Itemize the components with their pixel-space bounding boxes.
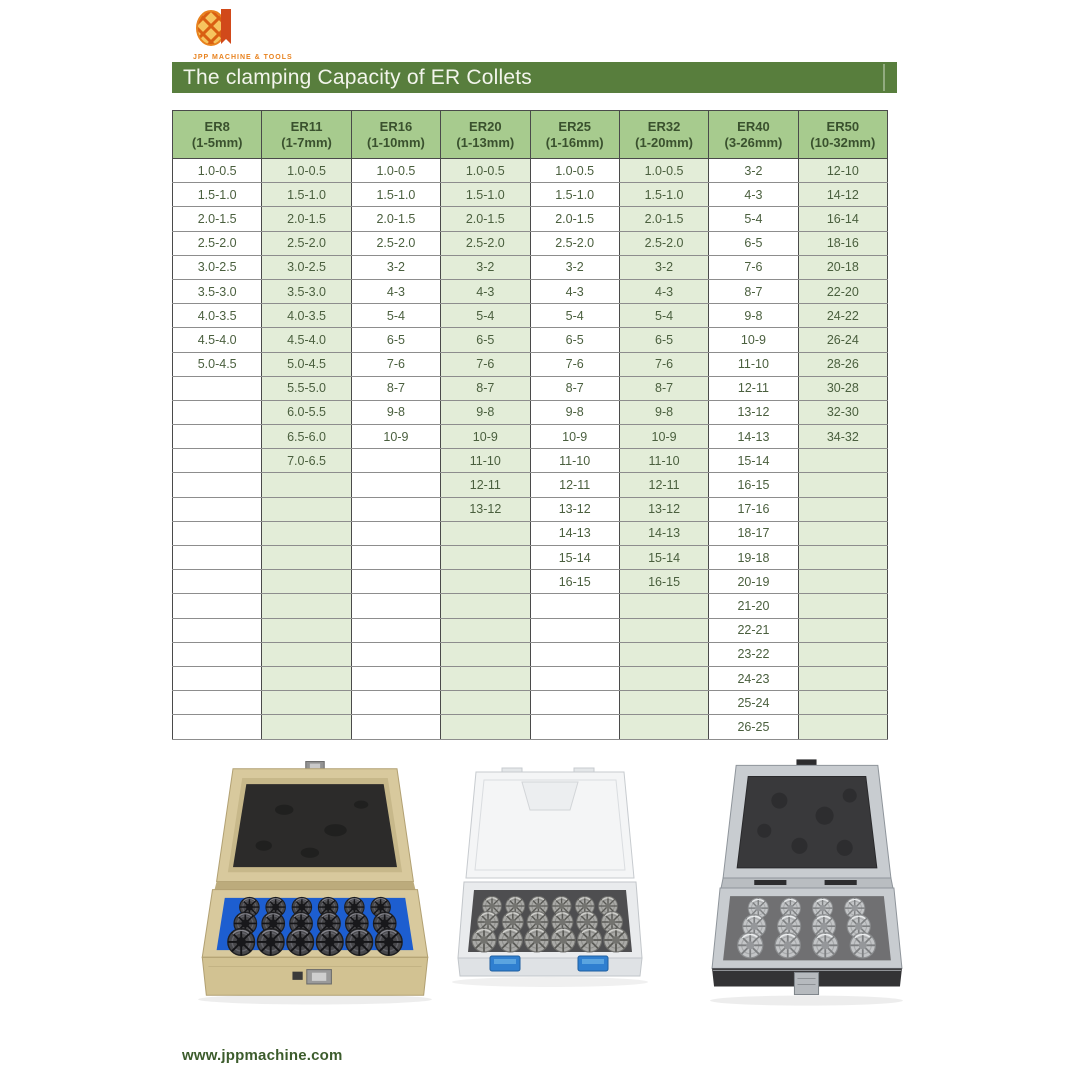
table-cell: 4-3: [619, 279, 708, 303]
table-cell: [262, 666, 351, 690]
table-cell: 3.5-3.0: [262, 279, 351, 303]
table-cell: [173, 400, 262, 424]
table-cell: 9-8: [351, 400, 440, 424]
table-cell: [441, 642, 530, 666]
column-header-er16: ER16 (1-10mm): [351, 111, 440, 159]
table-row: [173, 449, 888, 473]
table-cell: [173, 691, 262, 715]
table-cell: [619, 618, 708, 642]
table-cell: [441, 546, 530, 570]
table-cell: 4-3: [351, 279, 440, 303]
table-row: [173, 255, 888, 279]
table-cell: 4.0-3.5: [173, 304, 262, 328]
table-cell: 1.5-1.0: [351, 183, 440, 207]
table-cell: 9-8: [441, 400, 530, 424]
table-cell: [262, 594, 351, 618]
table-cell: 16-15: [709, 473, 798, 497]
table-row: [173, 159, 888, 183]
table-cell: 13-12: [709, 400, 798, 424]
table-cell: [798, 691, 887, 715]
collet-icon: [813, 933, 838, 958]
brand-logo-icon: [193, 8, 239, 48]
table-cell: 14-12: [798, 183, 887, 207]
table-cell: 2.0-1.5: [173, 207, 262, 231]
table-row: [173, 279, 888, 303]
table-cell: 5.0-4.5: [262, 352, 351, 376]
page-title-bar: [172, 62, 897, 93]
table-cell: [530, 594, 619, 618]
table-cell: 7.0-6.5: [262, 449, 351, 473]
table-cell: 15-14: [709, 449, 798, 473]
table-cell: 18-16: [798, 231, 887, 255]
table-cell: [173, 449, 262, 473]
table-cell: 1.5-1.0: [173, 183, 262, 207]
table-cell: 25-24: [709, 691, 798, 715]
collet-icon: [346, 929, 373, 956]
clamping-capacity-table: [172, 110, 888, 740]
table-cell: 1.0-0.5: [351, 159, 440, 183]
table-cell: [530, 666, 619, 690]
table-cell: 5-4: [530, 304, 619, 328]
table-cell: [798, 715, 887, 739]
table-cell: 1.0-0.5: [441, 159, 530, 183]
table-cell: 4-3: [709, 183, 798, 207]
table-cell: 7-6: [530, 352, 619, 376]
table-cell: [173, 715, 262, 739]
collet-icon: [850, 933, 875, 958]
front-latch: [794, 972, 818, 994]
collet-icon: [228, 929, 255, 956]
table-cell: 5-4: [441, 304, 530, 328]
table-cell: 13-12: [619, 497, 708, 521]
table-cell: 4-3: [441, 279, 530, 303]
table-cell: [530, 715, 619, 739]
table-cell: 7-6: [709, 255, 798, 279]
table-cell: 5-4: [619, 304, 708, 328]
table-cell: [351, 570, 440, 594]
table-cell: 2.5-2.0: [619, 231, 708, 255]
table-cell: 3-2: [351, 255, 440, 279]
collet-icon: [738, 933, 763, 958]
table-cell: 28-26: [798, 352, 887, 376]
column-header-er40: ER40 (3-26mm): [709, 111, 798, 159]
title-bar-notch: [883, 64, 885, 91]
table-row: [173, 376, 888, 400]
table-cell: [441, 666, 530, 690]
table-cell: [798, 618, 887, 642]
table-cell: 10-9: [351, 425, 440, 449]
collet-icon: [578, 928, 602, 952]
collet-icon: [287, 929, 314, 956]
table-cell: 12-11: [619, 473, 708, 497]
table-cell: 3-2: [441, 255, 530, 279]
table-cell: 26-24: [798, 328, 887, 352]
table-cell: 14-13: [709, 425, 798, 449]
column-header-er11: ER11 (1-7mm): [262, 111, 351, 159]
table-row: [173, 715, 888, 739]
table-cell: 26-25: [709, 715, 798, 739]
table-cell: 4-3: [530, 279, 619, 303]
table-cell: [798, 594, 887, 618]
brand-logo: [193, 8, 303, 61]
table-cell: [351, 473, 440, 497]
table-cell: [351, 691, 440, 715]
collet-icon: [375, 929, 402, 956]
table-cell: 1.5-1.0: [262, 183, 351, 207]
collet-icon: [498, 928, 522, 952]
table-cell: 4.0-3.5: [262, 304, 351, 328]
table-cell: 2.5-2.0: [173, 231, 262, 255]
table-cell: 12-11: [709, 376, 798, 400]
table-cell: [619, 642, 708, 666]
table-cell: 12-11: [530, 473, 619, 497]
table-cell: [351, 642, 440, 666]
table-cell: 8-7: [709, 279, 798, 303]
table-cell: 20-18: [798, 255, 887, 279]
table-cell: 1.0-0.5: [262, 159, 351, 183]
table-body: [173, 159, 888, 740]
collet-icon: [472, 928, 496, 952]
collet-icon: [525, 928, 549, 952]
table-cell: 5-4: [351, 304, 440, 328]
table-row: [173, 183, 888, 207]
table-row: [173, 570, 888, 594]
table-cell: 1.0-0.5: [619, 159, 708, 183]
collet-icon: [775, 933, 800, 958]
blue-latch: [578, 956, 608, 971]
table-cell: 6-5: [351, 328, 440, 352]
table-cell: 6-5: [709, 231, 798, 255]
table-cell: [798, 449, 887, 473]
front-latch-plate: [312, 973, 326, 981]
table-cell: 13-12: [530, 497, 619, 521]
table-cell: 1.0-0.5: [530, 159, 619, 183]
table-cell: 8-7: [441, 376, 530, 400]
table-cell: [262, 546, 351, 570]
table-row: [173, 425, 888, 449]
table-cell: 10-9: [709, 328, 798, 352]
table-cell: 22-20: [798, 279, 887, 303]
website-link[interactable]: www.jppmachine.com: [182, 1047, 343, 1064]
table-cell: [262, 473, 351, 497]
table-cell: 2.5-2.0: [262, 231, 351, 255]
table-cell: [798, 546, 887, 570]
plastic-case-collet-set-photo: [446, 766, 656, 1006]
table-row: [173, 618, 888, 642]
table-cell: [619, 715, 708, 739]
table-cell: [262, 642, 351, 666]
table-cell: [619, 594, 708, 618]
table-cell: 5-4: [709, 207, 798, 231]
table-row: [173, 666, 888, 690]
table-cell: [798, 473, 887, 497]
table-cell: 8-7: [530, 376, 619, 400]
table-cell: 18-17: [709, 521, 798, 545]
table-cell: 15-14: [619, 546, 708, 570]
table-cell: 34-32: [798, 425, 887, 449]
table-cell: [351, 666, 440, 690]
table-cell: [441, 691, 530, 715]
table-cell: 11-10: [441, 449, 530, 473]
table-cell: 2.5-2.0: [351, 231, 440, 255]
table-cell: [441, 521, 530, 545]
table-cell: 2.5-2.0: [441, 231, 530, 255]
table-cell: [441, 715, 530, 739]
table-cell: [173, 521, 262, 545]
table-cell: 11-10: [530, 449, 619, 473]
table-cell: 16-15: [619, 570, 708, 594]
table-cell: 2.0-1.5: [441, 207, 530, 231]
table-cell: 4.5-4.0: [173, 328, 262, 352]
table-cell: 3.0-2.5: [262, 255, 351, 279]
page-title: The clamping Capacity of ER Collets: [183, 66, 532, 89]
table-cell: 1.5-1.0: [441, 183, 530, 207]
table-cell: [262, 497, 351, 521]
case-front-band: [458, 958, 642, 976]
table-cell: [173, 618, 262, 642]
table-cell: 2.0-1.5: [262, 207, 351, 231]
table-cell: 8-7: [351, 376, 440, 400]
table-cell: 10-9: [441, 425, 530, 449]
hinge-strip: [215, 881, 416, 889]
table-cell: 14-13: [530, 521, 619, 545]
table-cell: [173, 546, 262, 570]
table-row: [173, 546, 888, 570]
table-cell: [798, 666, 887, 690]
table-cell: [173, 570, 262, 594]
table-row: [173, 521, 888, 545]
table-cell: 6-5: [441, 328, 530, 352]
table-cell: 10-9: [619, 425, 708, 449]
table-cell: 21-20: [709, 594, 798, 618]
table-row: [173, 497, 888, 521]
brand-logo-text: JPP MACHINE & TOOLS: [193, 54, 293, 61]
table-cell: 16-14: [798, 207, 887, 231]
table-cell: [173, 473, 262, 497]
table-cell: 23-22: [709, 642, 798, 666]
collet-icon: [316, 929, 343, 956]
table-cell: 4.5-4.0: [262, 328, 351, 352]
table-cell: [351, 521, 440, 545]
table-cell: [173, 666, 262, 690]
table-cell: [441, 618, 530, 642]
table-cell: [262, 618, 351, 642]
mid-trim-dash: [825, 880, 857, 885]
table-row: [173, 231, 888, 255]
table-cell: 6-5: [619, 328, 708, 352]
table-cell: 15-14: [530, 546, 619, 570]
table-row: [173, 352, 888, 376]
table-cell: [798, 570, 887, 594]
table-cell: [173, 497, 262, 521]
table-cell: 19-18: [709, 546, 798, 570]
table-row: [173, 642, 888, 666]
shadow: [452, 977, 648, 987]
table-cell: 5.0-4.5: [173, 352, 262, 376]
table-cell: [351, 546, 440, 570]
table-cell: 3-2: [619, 255, 708, 279]
table-cell: [619, 666, 708, 690]
table-cell: 32-30: [798, 400, 887, 424]
mid-trim-dash: [754, 880, 786, 885]
collet-icon: [257, 929, 284, 956]
table-cell: 7-6: [619, 352, 708, 376]
table-header-row: [173, 111, 888, 159]
table-cell: 17-16: [709, 497, 798, 521]
table-cell: [262, 521, 351, 545]
table-row: [173, 207, 888, 231]
table-cell: 2.0-1.5: [530, 207, 619, 231]
table-cell: 7-6: [351, 352, 440, 376]
table-cell: 3-2: [709, 159, 798, 183]
table-cell: 14-13: [619, 521, 708, 545]
table-cell: 1.5-1.0: [619, 183, 708, 207]
table-row: [173, 328, 888, 352]
table-row: [173, 691, 888, 715]
mid-trim: [721, 878, 893, 888]
lid-foam: [737, 776, 877, 867]
table-cell: 2.0-1.5: [351, 207, 440, 231]
table-cell: [351, 715, 440, 739]
table-cell: 11-10: [619, 449, 708, 473]
table-cell: 2.0-1.5: [619, 207, 708, 231]
table-cell: 10-9: [530, 425, 619, 449]
table-row: [173, 473, 888, 497]
table-cell: [441, 594, 530, 618]
table-cell: 3.0-2.5: [173, 255, 262, 279]
table-cell: [351, 497, 440, 521]
column-header-er32: ER32 (1-20mm): [619, 111, 708, 159]
table-cell: [351, 594, 440, 618]
collet-icon: [551, 928, 575, 952]
table-cell: 2.5-2.0: [530, 231, 619, 255]
table-cell: 3.5-3.0: [173, 279, 262, 303]
table-cell: [530, 691, 619, 715]
table-cell: 6.0-5.5: [262, 400, 351, 424]
table-cell: 6-5: [530, 328, 619, 352]
column-header-er20: ER20 (1-13mm): [441, 111, 530, 159]
table-cell: [262, 691, 351, 715]
table-cell: [619, 691, 708, 715]
table-cell: [351, 618, 440, 642]
table-cell: [798, 642, 887, 666]
column-header-er25: ER25 (1-16mm): [530, 111, 619, 159]
table-cell: 9-8: [530, 400, 619, 424]
lid-recess: [522, 782, 578, 810]
table-cell: 16-15: [530, 570, 619, 594]
table-cell: 9-8: [709, 304, 798, 328]
table-cell: [262, 715, 351, 739]
table-cell: 24-23: [709, 666, 798, 690]
shadow: [710, 996, 903, 1006]
wooden-box-collet-set-photo: [192, 758, 438, 1008]
table-cell: [173, 642, 262, 666]
blue-latch: [490, 956, 520, 971]
table-cell: 11-10: [709, 352, 798, 376]
table-cell: [351, 449, 440, 473]
table-cell: 22-21: [709, 618, 798, 642]
table-cell: [262, 570, 351, 594]
aluminum-case-collet-set-photo: [704, 754, 910, 1010]
table-cell: 1.0-0.5: [173, 159, 262, 183]
table-cell: 9-8: [619, 400, 708, 424]
table-cell: 30-28: [798, 376, 887, 400]
table-cell: [173, 425, 262, 449]
table-cell: 20-19: [709, 570, 798, 594]
table-cell: [798, 497, 887, 521]
table-cell: 13-12: [441, 497, 530, 521]
table-cell: [530, 642, 619, 666]
table-cell: 24-22: [798, 304, 887, 328]
column-header-er50: ER50 (10-32mm): [798, 111, 887, 159]
front-keyhole: [292, 972, 302, 980]
column-header-er8: ER8 (1-5mm): [173, 111, 262, 159]
table-cell: 12-11: [441, 473, 530, 497]
table-cell: 1.5-1.0: [530, 183, 619, 207]
table-cell: 8-7: [619, 376, 708, 400]
table-cell: 5.5-5.0: [262, 376, 351, 400]
table-row: [173, 594, 888, 618]
table-cell: [798, 521, 887, 545]
table-cell: [530, 618, 619, 642]
table-cell: 12-10: [798, 159, 887, 183]
collet-icon: [604, 928, 628, 952]
table-cell: [173, 594, 262, 618]
table-cell: 7-6: [441, 352, 530, 376]
table-cell: [441, 570, 530, 594]
table-row: [173, 400, 888, 424]
table-cell: 6.5-6.0: [262, 425, 351, 449]
table-header: [173, 111, 888, 159]
table-cell: 3-2: [530, 255, 619, 279]
table-cell: [173, 376, 262, 400]
table-row: [173, 304, 888, 328]
